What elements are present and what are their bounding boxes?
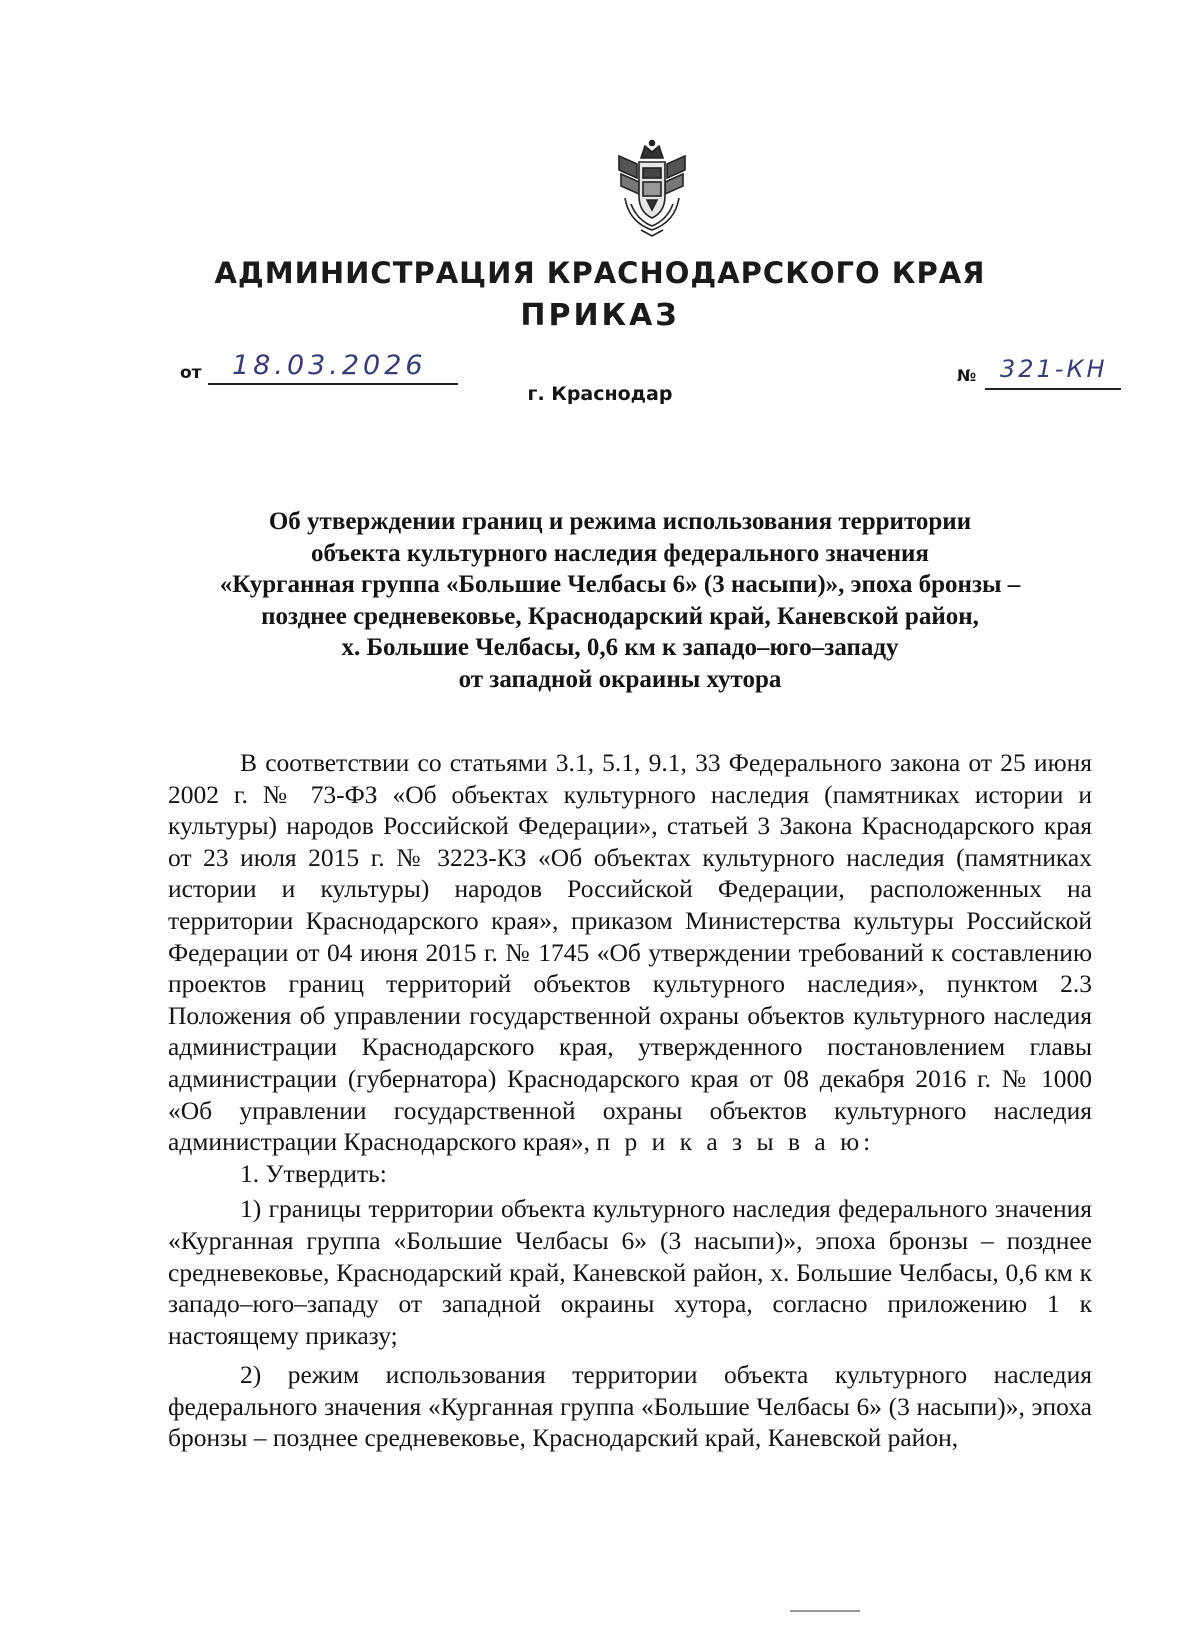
date-handwritten: 18.03.2026 <box>232 350 427 381</box>
item-1: 1. Утвердить: <box>240 1158 387 1188</box>
preamble-paragraph <box>168 747 1092 1158</box>
document-body <box>168 747 1092 1454</box>
item-1-1: 1) границы территории объекта культурного наследия федерального значения «Курганная группа «Большие Челбасы 6» (3 насыпи)», эпоха бронзы – позднее средневековье, Краснодарский край, Каневской район, х. Большие Челбасы, 0,6 км к западо–юго–западу от западной окраины хутора, согласно приложению 1 к настоящему приказу; <box>168 1194 1092 1350</box>
title-line: объекта культурного наследия федерального значения <box>311 539 929 567</box>
city: г. Краснодар <box>527 383 673 405</box>
number-label: № <box>957 366 977 385</box>
document-title <box>170 506 1070 695</box>
title-line: х. Большие Челбасы, 0,6 км к западо–юго–западу <box>341 634 899 661</box>
organization-name: АДМИНИСТРАЦИЯ КРАСНОДАРСКОГО КРАЯ <box>214 256 986 290</box>
order-word: п р и к а з ы в а ю: <box>596 1127 875 1157</box>
title-line: позднее средневековье, Краснодарский край, Каневской район, <box>261 602 979 630</box>
title-line: Об утверждении границ и режима использования территории <box>268 508 972 535</box>
document-type: ПРИКАЗ <box>520 298 680 333</box>
number-handwritten: 321-КН <box>1000 355 1108 383</box>
page-mark <box>790 1610 860 1612</box>
date-label: от <box>180 363 202 383</box>
title-line: от западной окраины хутора <box>458 665 782 693</box>
item-1-2: 2) режим использования территории объекта культурного наследия федерального значения «Курганная группа «Большие Челбасы 6» (3 насыпи)», эпоха бронзы – позднее средневековье, Краснодарский край, Каневской район, <box>168 1360 1092 1453</box>
coat-of-arms-icon <box>611 138 693 238</box>
title-line: «Курганная группа «Большие Челбасы 6» (3 насыпи)», эпоха бронзы – <box>219 571 1021 598</box>
preamble-text: В соответствии со статьями 3.1, 5.1, 9.1, 33 Федерального закона от 25 июня 2002 г. № 73-ФЗ «Об объектах культурного наследия (памятниках истории и культуры) народов Российской Федерации», статьей 3 Закона Краснодарского края от 23 июля 2015 г. № 3223-КЗ «Об объектах культурного наследия (памятниках истории и культуры) народов Российской Федерации, расположенных на территории Краснодарского края», приказом Министерства культуры Российской Федерации от 04 июня 2015 г. № 1745 «Об утверждении требований к составлению проектов границ территорий объектов культурного наследия», пунктом 2.3 Положения об управлении государственной охраны объектов культурного наследия администрации Краснодарского края, утвержденного постановлением главы администрации (губернатора) Краснодарского края от 08 декабря 2016 г. № 1000 «Об управлении государственной охраны объектов культурного наследия администрации Краснодарского края», <box>168 748 1092 1157</box>
